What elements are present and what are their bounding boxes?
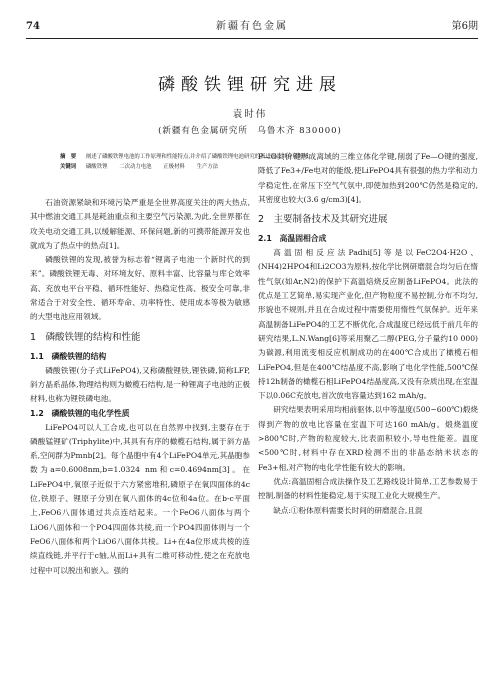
body-paragraph: 缺点:①粉体原料需要长时间的研磨混合,且混 [273,505,423,515]
section-heading: 1 磷酸铁锂的结构和性能 [30,331,141,343]
subsection-heading: 1.2 磷酸铁锂的电化学性质 [30,408,130,418]
running-header [26,20,478,39]
keyword: 生产方法 [196,164,219,170]
author-name: 袁时伟 [232,109,268,120]
body-paragraph: 优点:高温固相合成法操作及工艺路线设计简单,工艺参数易于控制,制备的材料性能稳定,易于实现工业化大规模生产。 [258,476,478,501]
subsection-heading: 2.1 高温固相合成 [258,234,327,244]
keyword: 磷酸铁锂 [85,164,108,170]
issue-number: 第6期 [451,21,478,32]
section-heading: 2 主要制备技术及其研究进展 [258,214,388,226]
body-paragraph: LiFePO4可以人工合成,也可以在自然界中找到,主要存在于磷酸锰锂矿(Triphylite)中,其具有有序的橄榄石结构,属于斜方晶系,空间群为Pmnb[2]。每个晶胞中有4个LiFePO4单元,其晶胞参数为a=0.6008nm,b=1.0324 nm和c=0.4694nm[3]。在LiFePO4中,氧原子近似于六方紧密堆积,磷原子在氧四面体的4c位,铁原子、锂原子分别在氧八面体的4c位和4a位。在b-c平面上,FeO6八面体通过共点连结起来。一个FeO6八面体与两个LiO6八面体和一个PO4四面体共棱,而一个PO4四面体则与一个FeO6八面体和两个LiO6八面体共棱。Li+在4a位形成共棱的连续直线链,并平行于c轴,从而Li+具有二维可移动性,使之在充放电过程中可以脱出和嵌入。强的 [30,422,250,575]
article-title: 磷酸铁锂研究进展 [158,75,342,95]
left-column [30,196,250,578]
keyword: 正极材料 [163,164,185,170]
body-paragraph: 石油资源紧缺和环境污染严重是全世界高度关注的两大热点,其中燃油交通工具是耗油重点和主要空气污染源,为此,全世界都在攻关电动交通工具,以缓解能源、环保问题,新的可携带能源开发也就成为了热点中的热点[1]。 [30,198,250,250]
abstract-text: 阐述了磷酸铁锂电池的工作原理和性能特点,并介绍了磷酸铁锂电池研究的新进展及其应用领域。 [85,154,315,160]
subsection-heading: 1.1 磷酸铁锂的结构 [30,351,107,361]
author-affiliation: (新疆有色金属研究所 乌鲁木齐 830000) [158,126,342,136]
page-number: 74 [26,21,40,32]
body-paragraph: 高温固相反应法Padhi[5]等是以FeC2O4·H2O、(NH4)2HPO4和Li2CO3为原料,按化学比例研磨混合均匀后在惰性气氛(如Ar,N2)的保护下高温焙烧反应制备LiFePO4。此法的优点是工艺简单,易实现产业化,但产物粒度不易控制,分布不均匀,形貌也不规则,并且在合成过程中需要使用惰性气氛保护。近年来高温制备LiFePO4的工艺不断优化,合成温度已经远低于前几年的研究结果,L.N.Wang[6]等采用聚乙二醇(PEG,分子量约10 000)为碳源,利用流变相反应机制成功的在400℃合成出了橄榄石相LiFePO4,但是在400℃结晶度不高,影响了电化学性能,500℃保持12h制备的橄榄石相LiFePO4结晶度高,又没有杂质出现,在室温下以0.06C充放电,首次放电容量达到162 mAh/g。 [258,248,478,401]
right-column [258,150,478,518]
abstract-label: 摘 要 [60,154,77,160]
journal-name: 新疆有色金属 [216,21,288,32]
keywords-label: 关键词 [60,164,77,170]
keyword: 二次动力电池 [119,164,152,170]
body-paragraph: 磷酸铁锂的发现,被誉为标志着“锂离子电池一个新时代的到来”。磷酸铁锂无毒、对环境友好、原料丰富、比容量与库仑效率高、充放电平台平稳、循环性能好、热稳定性高、极安全可靠,非常适合于对安全性、循环寿命、功率特性、使用成本等极为敏感的大型电池应用领域。 [30,255,250,322]
body-paragraph: 磷酸铁锂(分子式LiFePO4),又称磷酸锂铁,锂铁磷,简称LFP,斜方晶系晶体,物理结构则为橄榄石结构,是一种锂离子电池的正极材料,也称为锂铁磷电池。 [30,365,250,404]
body-paragraph: 研究结果表明采用均相前驱体,以中等温度(500~600℃)煅烧得到产物的放电比容量在室温下可达160 mAh/g。煅烧温度>800℃时,产物的粒度较大,比表面积较小,导电性能差。温度<500℃时,材料中存在XRD检测不出的非晶态纳米状态的Fe3+相,对产物的电化学性能有较大的影响。 [258,405,478,472]
body-paragraph: P—O共价键形成离域的三维立体化学键,削弱了Fe—O键的强度,降低了Fe3+/Fe电对的能级,使LiFePO4具有很强的热力学和动力学稳定性,在常压下空气气氛中,即使加热到200℃仍然是稳定的,其密度也较大(3.6 g/cm3)[4]。 [258,152,478,204]
